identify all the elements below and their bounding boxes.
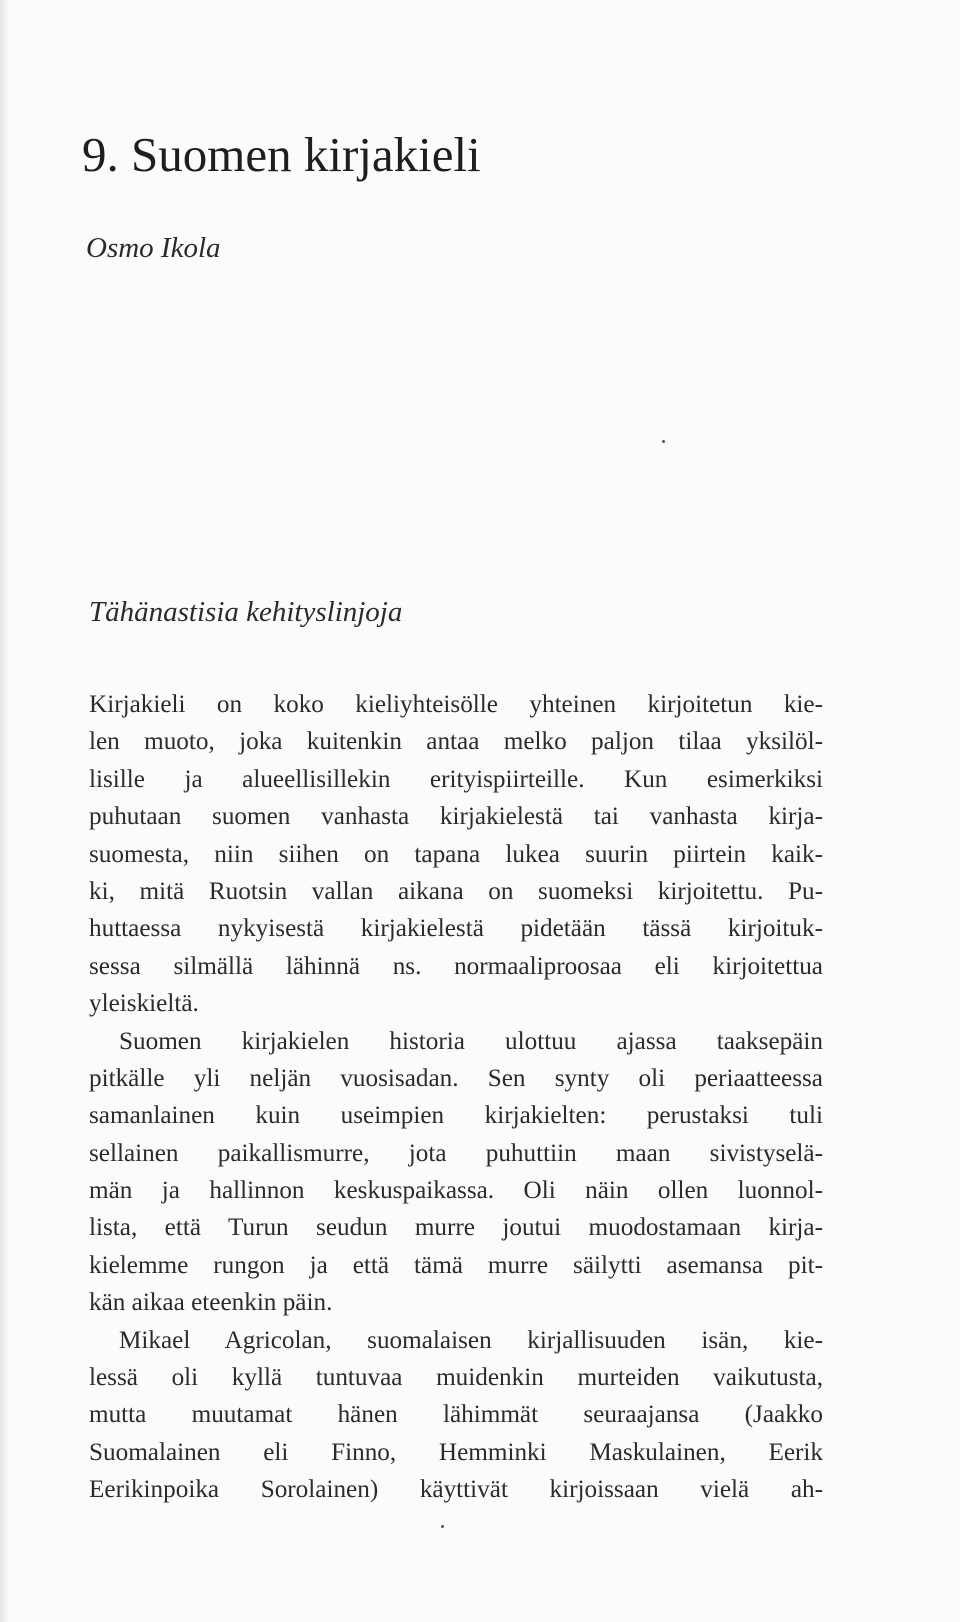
body-line: suomesta, niin siihen on tapana lukea suurin piirtein kaik- (89, 840, 823, 868)
body-line: huttaessa nykyisestä kirjakielestä pidetään tässä kirjoituk- (89, 915, 823, 943)
body-line: män ja hallinnon keskuspaikassa. Oli näin ollen luonnol- (89, 1177, 823, 1205)
body-line: yleiskieltä. (89, 990, 199, 1018)
body-line: lisille ja alueellisillekin erityispiirteille. Kun esimerkiksi (89, 765, 823, 793)
body-line: sessa silmällä lähinnä ns. normaaliproosaa eli kirjoitettua (89, 952, 823, 980)
body-line: lista, että Turun seudun murre joutui muodostamaan kirja- (89, 1214, 823, 1242)
scan-edge-shadow (0, 0, 10, 1622)
body-line: samanlainen kuin useimpien kirjakielten: perustaksi tuli (89, 1102, 823, 1130)
scan-speck (441, 1525, 444, 1528)
scan-speck (662, 440, 665, 443)
body-line: Kirjakieli on koko kieliyhteisölle yhteinen kirjoitetun kie- (89, 691, 823, 718)
body-line: Eerikinpoika Sorolainen) käyttivät kirjoissaan vielä ah- (89, 1476, 823, 1504)
body-line: pitkälle yli neljän vuosisadan. Sen synty oli periaatteessa (89, 1064, 823, 1092)
body-line: ki, mitä Ruotsin vallan aikana on suomeksi kirjoitettu. Pu- (89, 877, 823, 905)
chapter-author: Osmo Ikola (86, 232, 221, 264)
body-text (89, 686, 823, 1509)
body-line: puhutaan suomen vanhasta kirjakielestä tai vanhasta kirja- (89, 803, 823, 831)
body-line: Mikael Agricolan, suomalaisen kirjallisuuden isän, kie- (119, 1326, 823, 1354)
chapter-title: 9. Suomen kirjakieli (82, 127, 481, 182)
body-line: mutta muutamat hänen lähimmät seuraajansa (Jaakko (89, 1401, 823, 1429)
body-line: kielemme rungon ja että tämä murre säilytti asemansa pit- (89, 1251, 823, 1279)
body-line: Suomalainen eli Finno, Hemminki Maskulainen, Eerik (89, 1438, 823, 1466)
section-heading: Tähänastisia kehityslinjoja (89, 596, 403, 628)
body-line: lessä oli kyllä tuntuvaa muidenkin murteiden vaikutusta, (89, 1364, 823, 1392)
body-line: sellainen paikallismurre, jota puhuttiin maan sivistyselä- (89, 1139, 823, 1167)
body-line: kän aikaa eteenkin päin. (89, 1289, 333, 1317)
body-line: Suomen kirjakielen historia ulottuu ajassa taaksepäin (119, 1027, 823, 1055)
body-line: len muoto, joka kuitenkin antaa melko paljon tilaa yksilöl- (89, 728, 823, 756)
